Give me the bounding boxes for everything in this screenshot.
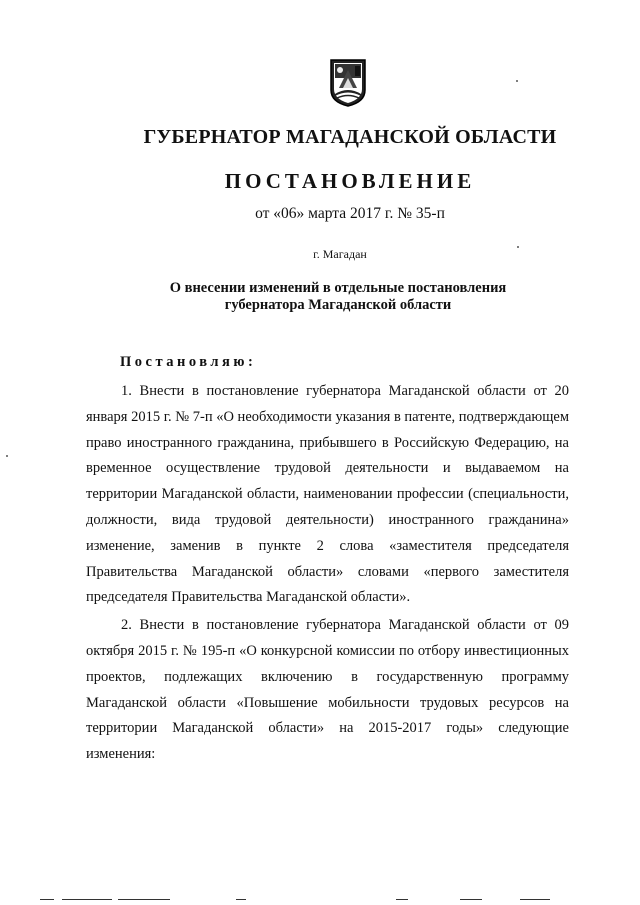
scan-edge-line [396, 899, 408, 900]
scan-edge-line [62, 899, 112, 900]
scan-edge-line [460, 899, 482, 900]
document-type: ПОСТАНОВЛЕНИЕ [224, 169, 476, 193]
scan-edge-line [118, 899, 170, 900]
scan-edge-line [40, 899, 54, 900]
decree-word: Постановляю: [120, 354, 257, 370]
scan-edge-line [236, 899, 246, 900]
scan-speck [517, 246, 519, 248]
city-name: г. Магадан [313, 247, 367, 261]
subject-line-1: О внесении изменений в отдельные постановления [169, 280, 507, 296]
scan-speck [516, 80, 518, 82]
magadan-coat-of-arms-icon [329, 58, 367, 108]
paragraph-1: 1. Внести в постановление губернатора Магаданской области от 20 января 2015 г. № 7-п «О необходимости указания в патенте, подтверждающем право иностранного гражданина, прибывшего в Российскую Федерацию, на временное осуществление трудовой деятельности и выдаваемом на территории Магаданской области, наименовании профессии (специальности, должности, вида трудовой деятельности) иностранного гражданина» изменение, заменив в пункте 2 слова «заместителя председателя Правительства Магаданской области» словами «первого заместителя председателя Правительства Магаданской области». [86, 383, 569, 606]
scan-edge-line [520, 899, 550, 900]
subject-line-2: губернатора Магаданской области [224, 297, 452, 313]
document-date-number: от «06» марта 2017 г. № 35-п [255, 205, 445, 222]
organization-title: ГУБЕРНАТОР МАГАДАНСКОЙ ОБЛАСТИ [143, 126, 557, 148]
document-subject [148, 280, 528, 314]
document-body [86, 379, 569, 768]
scan-speck [6, 455, 8, 457]
paragraph-2: 2. Внести в постановление губернатора Магаданской области от 09 октября 2015 г. № 195-п «О конкурсной комиссии по отбору инвестиционных проектов, подлежащих включению в государственную программу Магаданской области «Повышение мобильности трудовых ресурсов на территории Магаданской области» на 2015-2017 годы» следующие изменения: [86, 617, 569, 763]
